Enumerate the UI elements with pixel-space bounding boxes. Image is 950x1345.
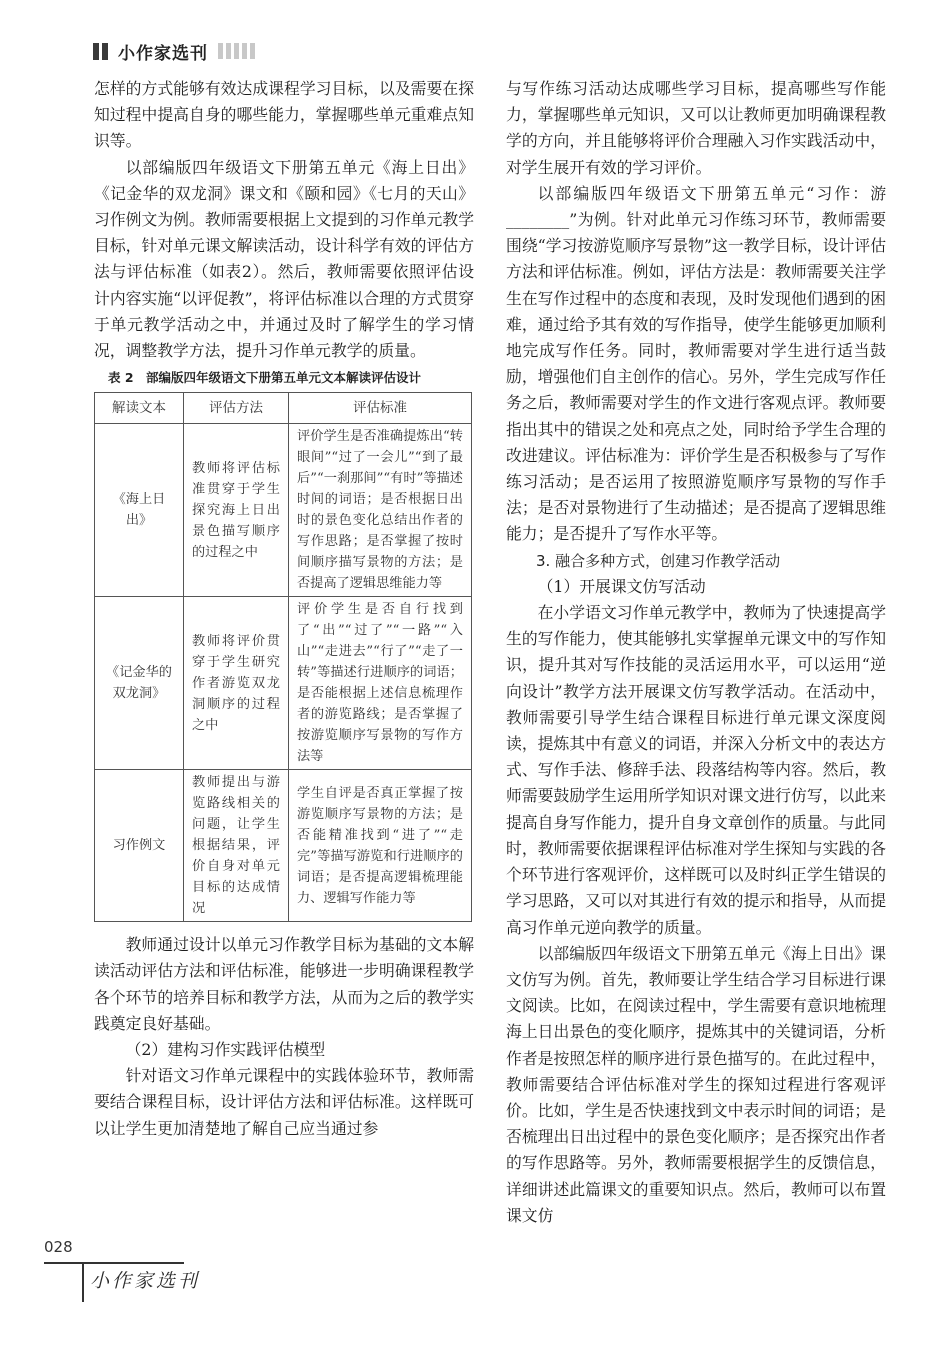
header-cell: 评估标准 (289, 393, 472, 424)
table-row (95, 424, 472, 597)
table-row (95, 770, 472, 922)
table-header-row (95, 393, 472, 424)
paragraph: 以部编版四年级语文下册第五单元“习作：游________”为例。针对此单元习作练习环节，教师需要围绕“学习按游览顺序写景物”这一教学目标，设计评估方法和评估标准。例如，评估方法是：教师需要关注学生在写作过程中的态度和表现，及时发现他们遇到的困难，通过给予其有效的写作指导，使学生能够更加顺利地完成写作任务。同时，教师需要对学生进行适当鼓励，增强他们自主创作的信心。另外，学生完成写作任务之后，教师需要对学生的作文进行客观点评。教师要指出其中的错误之处和亮点之处，同时给予学生合理的改进建议。评估标准为：评价学生是否积极参与了写作练习活动；是否运用了按照游览顺序写景物的写作手法；是否对景物进行了生动描述；是否提高了逻辑思维能力；是否提升了写作水平等。 (506, 183, 886, 544)
paragraph: 以部编版四年级语文下册第五单元《海上日出》课文仿写为例。首先，教师要让学生结合学习目标进行课文阅读。比如，在阅读过程中，学生需要有意识地梳理海上日出景色的变化顺序，提炼其中的关键词语，分析作者是按照怎样的顺序进行景色描写的。在此过程中，教师需要结合评估标准对学生的探知过程进行客观评价。比如，学生是否快速找到文中表示时间的词语；是否梳理出日出过程中的景色变化顺序；是否探究出作者的写作思路等。另外，教师需要根据学生的反馈信息，详细讲述此篇课文的重要知识点。然后，教师可以布置课文仿 (506, 943, 886, 1225)
paragraph: 与写作练习活动达成哪些学习目标，提高哪些写作能力，掌握哪些单元知识，又可以让教师更加明确课程教学的方向，并且能够将评价合理融入习作实践活动中，对学生展开有效的学习评价。 (506, 79, 886, 177)
right-column (506, 76, 886, 1229)
subsection-heading: （2）建构习作实践评估模型 (125, 1040, 326, 1060)
footer-rule (44, 1262, 184, 1264)
evaluation-table (94, 392, 472, 922)
left-column (94, 76, 474, 1142)
section-heading: 3. 融合多种方式，创建习作教学活动 (536, 551, 781, 570)
header-cell: 解读文本 (95, 393, 184, 424)
footer-logo: 小作家选刊 (90, 1270, 201, 1292)
paragraph: 在小学语文习作单元教学中，教师为了快速提高学生的写作能力，使其能够扎实掌握单元课文中的写作知识，提升其对写作技能的灵活运用水平，可以运用“逆向设计”教学方法开展课文仿写教学活动。在活动中，教师需要引导学生结合课程目标进行单元课文深度阅读，提炼其中有意义的词语，并深入分析文中的表达方式、写作手法、修辞手法、段落结构等内容。然后，教师需要鼓励学生运用所学知识对课文进行仿写，以此来提高自身写作能力，提升自身文章创作的质量。与此同时，教师需要依据课程评估标准对学生探知与实践的各个环节进行客观评价，这样既可以及时纠正学生错误的学习思路，又可以对其进行有效的提示和指导，从而提高习作单元逆向教学的质量。 (506, 603, 886, 937)
cell-text: 习作例文 (95, 770, 184, 922)
cell-method: 教师将评价贯穿于学生研究作者游览双龙洞顺序的过程之中 (184, 597, 289, 770)
cell-text: 《记金华的双龙洞》 (95, 597, 184, 770)
table-caption: 表 2 部编版四年级语文下册第五单元文本解读评估设计 (108, 370, 422, 386)
cell-standard: 评价学生是否准确提炼出“转眼间”“过了一会儿”“到了最后”“一刹那间”“有时”等描述时间的词语；是否根据日出时的景色变化总结出作者的写作思路；是否掌握了按时间顺序描写景物的方法；是否提高了逻辑思维能力等 (289, 424, 472, 597)
cell-text: 《海上日出》 (95, 424, 184, 597)
running-header (93, 38, 255, 64)
footer-divider (82, 1262, 84, 1302)
header-cell: 评估方法 (184, 393, 289, 424)
header-bars-left (93, 43, 108, 60)
cell-standard: 学生自评是否真正掌握了按游览顺序写景物的方法；是否能精准找到“进了”“走完”等描写游览和行进顺序的词语；是否提高逻辑梳理能力、逻辑写作能力等 (289, 770, 472, 922)
subsection-heading: （1）开展课文仿写活动 (537, 576, 706, 596)
cell-method: 教师提出与游览路线相关的问题，让学生根据结果，评价自身对单元目标的达成情况 (184, 770, 289, 922)
cell-method: 教师将评估标准贯穿于学生探究海上日出景色描写顺序的过程之中 (184, 424, 289, 597)
page-number: 028 (44, 1238, 73, 1256)
paragraph: 怎样的方式能够有效达成课程学习目标，以及需要在探知过程中提高自身的哪些能力，掌握哪些单元重难点知识等。 (94, 79, 474, 151)
paragraph: 以部编版四年级语文下册第五单元《海上日出》《记金华的双龙洞》课文和《颐和园》《七月的天山》习作例文为例。教师需要根据上文提到的习作单元教学目标，针对单元课文解读活动，设计科学有效的评估方法与评估标准（如表2）。然后，教师需要依照评估设计内容实施“以评促教”，将评估标准以合理的方式贯穿于单元教学活动之中，并通过及时了解学生的学习情况，调整教学方法，提升习作单元教学的质量。 (94, 157, 474, 361)
journal-title: 小作家选刊 (118, 43, 208, 64)
paragraph: 针对语文习作单元课程中的实践体验环节，教师需要结合课程目标，设计评估方法和评估标准。这样既可以让学生更加清楚地了解自己应当通过参 (94, 1066, 474, 1138)
paragraph: 教师通过设计以单元习作教学目标为基础的文本解读活动评估方法和评估标准，能够进一步明确课程教学各个环节的培养目标和教学方法，从而为之后的教学实践奠定良好基础。 (94, 935, 474, 1033)
cell-standard: 评价学生是否自行找到了“出”“过了”“一路”“入山”“走进去”“行了”“走了一转”等描述行进顺序的词语；是否能根据上述信息梳理作者的游览路线；是否掌握了按游览顺序写景物的写作方法等 (289, 597, 472, 770)
header-bars-right (218, 43, 255, 59)
table-row (95, 597, 472, 770)
